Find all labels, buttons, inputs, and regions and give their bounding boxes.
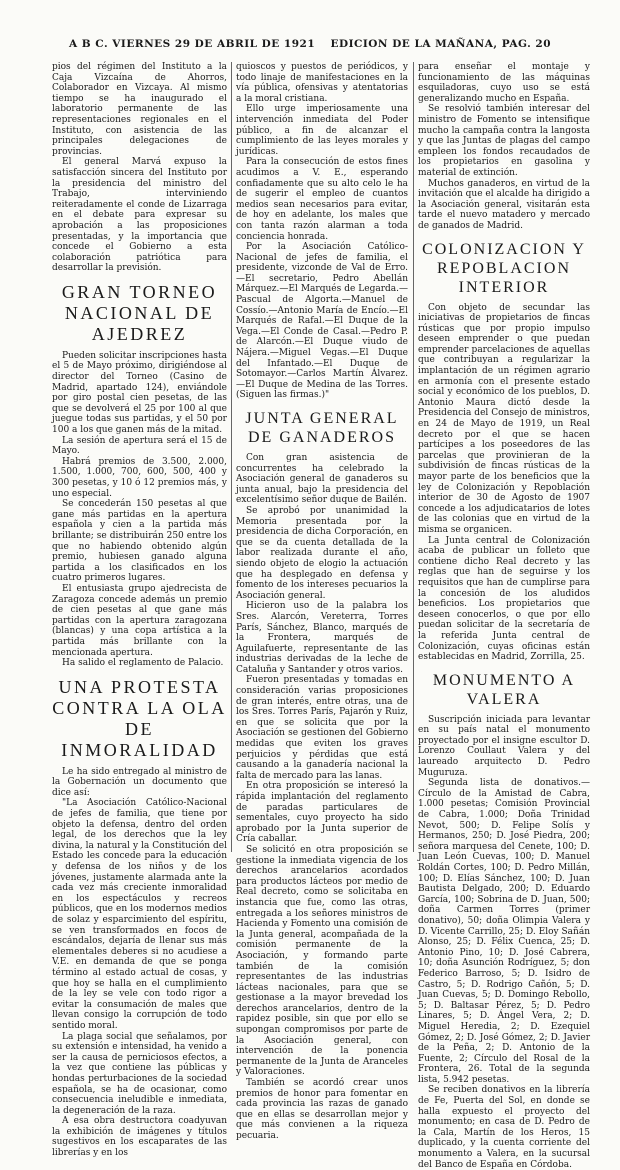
paragraph: Para la consecución de estos fines acudimos a V. E., esperando confiadamente que su alto celo le ha de sugerir el empleo de cuantos medios sean necesarios para evitar, de hoy en adelante, los males que con tanta razón alarman a toda conciencia honrada. (236, 157, 408, 242)
headline-colonizacion: COLONIZACION Y REPOBLACION INTERIOR (422, 240, 586, 296)
header-date: A B C. VIERNES 29 DE ABRIL DE 1921 (68, 38, 316, 50)
paragraph: A esa obra destructora coadyuvan la exhibición de imágenes y títulos sugestivos en los escaparates de las librerías y en los (52, 1116, 227, 1159)
column-divider (413, 62, 414, 852)
paragraph: Segunda lista de donativos.—Círculo de la Amistad de Cabra, 1.000 pesetas; Comisión Provincial de Cabra, 1.000; Doña Trinidad Nevot, 500; D. Felipe Solís y Hermanos, 250; D. José Piedra, 200; señora marquesa del Cenete, 100; D. Juan León Cuevas, 100; D. Manuel Roldán Cortes, 100; D. Pedro Millán, 100; D. Elías Sánchez, 100; D. Juan Bautista Delgado, 200; D. Eduardo García, 100; Sobrina de D. Juan, 500; doña Carmen Torres (primer donativo), 50; doña Olimpia Valera y D. Vicente Carrillo, 25; D. Eloy Sañán Alonso, 25; D. Félix Cuenca, 25; D. Antonio Pino, 10; D. José Cabrera, 10; doña Asunción Rodríguez, 5; don Federico Barroso, 5; D. Isidro de Castro, 5; D. Rodrigo Cañón, 5; D. Juan Cuevas, 5; D. Domingo Rebollo, 5; D. Baltasar Pérez, 5; D. Pedro Linares, 5; D. Ángel Vera, 2; D. Miguel Heredia, 2; D. Ezequiel Gómez, 2; D. José Gómez, 2; D. Javier de la Peña, 2; D. Antonio de la Fuente, 2; Círculo del Rosal de la Frontera, 26. Total de la segunda lista, 5.942 pesetas. (418, 778, 590, 1085)
paragraph: Hicieron uso de la palabra los Sres. Alarcón, Vereterra, Torres París, Sánchez, Blanco, marqués de la Frontera, marqués de Aguilafuerte, representante de las industrias derivadas de la leche de Cataluña y Santander y otros varios. (236, 601, 408, 675)
paragraph: La plaga social que señalamos, por su extensión e intensidad, ha venido a ser la causa de perniciosos efectos, a la vez que contiene las públicas y hondas perturbaciones de la sociedad española, se ha de ocasionar, como consecuencia ineludible e inmediata, la degeneración de la raza. (52, 1031, 227, 1116)
paragraph: Muchos ganaderos, en virtud de la invitación que el alcalde ha dirigido a la Asociación general, visitarán esta tarde el nuevo matadero y mercado de ganados de Madrid. (418, 178, 590, 231)
page-header (0, 38, 620, 50)
paragraph: Con gran asistencia de concurrentes ha celebrado la Asociación general de ganaderos su junta anual, bajo la presidencia del excelentísimo señor duque de Bailén. (236, 453, 408, 506)
paragraph: Se solicitó en otra proposición se gestione la inmediata vigencia de los derechos arancelarios acordados para productos lácteos por medio de Real decreto, como se solicitaba en instancia que fue, como las otras, entregada a los señores ministros de Hacienda y Fomento una comisión de la Junta general, acompañada de la comisión permanente de la Asociación, y formando parte también de la comisión representantes de las industrias lácteas nacionales, para que se gestionase a la mayor brevedad los derechos arancelarios, dentro de la rapidez posible, sin que por ello se supongan compromisos por parte de la Asociación general, con intervención de la ponencia permanente de la Junta de Aranceles y Valoraciones. (236, 844, 408, 1078)
paragraph: Se resolvió también interesar del ministro de Fomento se intensifique mucho la campaña contra la langosta y que las Juntas de plagas del campo empleen los fondos recaudados de los propietarios en gasolina y material de extinción. (418, 104, 590, 178)
paragraph: quioscos y puestos de periódicos, y todo linaje de manifestaciones en la vía pública, ofensivas y atentatorias a la moral cristiana. (236, 62, 408, 104)
paragraph: La Junta central de Colonización acaba de publicar un folleto que contiene dicho Real decreto y las reglas que han de seguirse y los requisitos que han de cumplirse para la concesión de los aludidos beneficios. Los propietarios que deseen conocerlos, o que por ello puedan solicitar de la secretaría de la referida Junta central de Colonización, cuyas oficinas están establecidas en Madrid, Zorrilla, 25. (418, 535, 590, 663)
paragraph: Por la Asociación Católico-Nacional de jefes de familia, el presidente, vizconde de Val de Erro.—El secretario, Pedro Abellán Márquez.—El Marqués de Legarda.—Pascual de Algorta.—Manuel de Cossío.—Antonio María de Encío.—El Marqués de Rafal.—El Duque de la Vega.—El Conde de Casal.—Pedro P. de Alarcón.—El Duque viudo de Nájera.—Miguel Vegas.—El Duque del Infantado.—El Duque de Sotomayor.—Carlos Martín Álvarez.—El Duque de Medina de las Torres. (Siguen las firmas.)" (236, 242, 408, 401)
paragraph: Ha salido el reglamento de Palacio. (62, 658, 224, 669)
paragraph: Se reciben donativos en la librería de Fe, Puerta del Sol, en donde se halla expuesto el proyecto del monumento; en casa de D. Pedro de la Cala, Martín de los Heros, 15 duplicado, y la cuenta corriente del monumento a Valera, en la sucursal del Banco de España en Córdoba. (418, 1085, 590, 1170)
header-edition: EDICION DE LA MAÑANA, PAG. 20 (330, 38, 552, 50)
paragraph: Con objeto de secundar las iniciativas de propietarios de fincas rústicas que por propio impulso deseen emprender o que puedan emprender parcelaciones de aquellas que contribuyan a regularizar la implantación de un régimen agrario en armonía con el presente estado social y económico de los pueblos, D. Antonio Maura dictó desde la Presidencia del Consejo de ministros, en 24 de Mayo de 1919, un Real decreto por el que se hacen partícipes a los poseedores de las parcelas que provinieran de la subdivisión de fincas rústicas de la mayor parte de los beneficios que la ley de Colonización y Repoblación interior de 30 de Agosto de 1907 concede a los adjudicatarios de lotes de las colonias que en virtud de la misma se organicen. (418, 302, 590, 535)
headline-ajedrez: GRAN TORNEO NACIONAL DE AJEDREZ (61, 281, 218, 344)
column-divider (231, 62, 232, 852)
paragraph: "La Asociación Católico-Nacional de jefes de familia, que tiene por objeto la defensa, dentro del orden legal, de los derechos que la ley divina, la natural y la Constitución del Estado les concede para la educación y defensa de los niños y de los jóvenes, justamente alarmada ante la cada vez más creciente inmoralidad en los espectáculos y recreos públicos, que en los modernos medios de solaz y esparcimiento del espíritu, se ven transformados en focos de escándalos, dejaría de llenar sus más elementales deberes si no acudiese a V.E. en demanda de que se ponga término al estado actual de cosas, y que hoy se halla en el cumplimiento de la ley se vele con todo rigor a evitar la consumación de males que llevan consigo la corrupción de todo sentido moral. (52, 798, 227, 1031)
paragraph: pios del régimen del Instituto a la Caja Vizcaína de Ahorros, Colaborador en Vizcaya. Al mismo tiempo se ha inaugurado el laboratorio permanente de las representaciones regionales en el Instituto, con asistencia de las principales delegaciones de provincias. (52, 62, 227, 157)
column-2 (236, 62, 408, 1141)
paragraph: La sesión de apertura será el 15 de Mayo. (52, 435, 227, 457)
headline-protesta: UNA PROTESTA CONTRA LA OLA DE INMORALIDAD (52, 676, 227, 760)
paragraph: Fueron presentadas y tomadas en consideración varias proposiciones de gran interés, entre otras, una de los Sres. Torres París, Pajarón y Ruiz, en que se solicita que por la Asociación se gestionen del Gobierno medidas que eviten los graves perjuicios y pérdidas que está causando a la ganadería nacional la falta de mercado para las lanas. (236, 675, 408, 781)
paragraph: Se concederán 150 pesetas al que gane más partidas en la apertura española y cien a la partida más brillante; se distribuirán 250 entre los que no habiendo obtenido algún premio, hubiesen ganado alguna partida a los clasificados en los cuatro primeros lugares. (52, 499, 227, 584)
paragraph: Suscripción iniciada para levantar en su país natal el monumento proyectado por el insigne escultor D. Lorenzo Coullaut Valera y del laureado arquitecto D. Pedro Muguruza. (418, 714, 590, 778)
paragraph: En otra proposición se interesó la rápida implantación del reglamento de paradas particulares de sementales, cuyo proyecto ha sido aprobado por la Junta superior de Cría caballar. (236, 781, 408, 845)
headline-ganaderos: JUNTA GENERAL DE GANADEROS (245, 410, 399, 446)
paragraph: Se aprobó por unanimidad la Memoria presentada por la presidencia de dicha Corporación, en que se da cuenta detallada de la labor realizada durante el año, siendo objeto de elogio la actuación que ha desplegado en defensa y fomento de los intereses pecuarios la Asociación general. (236, 505, 408, 601)
paragraph: El general Marvá expuso la satisfacción sincera del Instituto por la presidencia del ministro del Trabajo, interviniendo reiteradamente el conde de Lizarraga en el debate para expresar su aprobación a las proposiciones presentadas, y la importancia que concede el Gobierno a esta colaboración patriótica para desarrollar la previsión. (52, 157, 227, 274)
column-3 (418, 62, 590, 1170)
paragraph: También se acordó crear unos premios de honor para fomentar en cada provincia las razas de ganado que en ellas se desarrollan mejor y que más convienen a la riqueza pecuaria. (236, 1078, 408, 1141)
paragraph: Le ha sido entregado al ministro de la Gobernación un documento que dice así: (52, 766, 227, 798)
paragraph: El entusiasta grupo ajedrecista de Zaragoza concede además un premio de cien pesetas al que gane más partidas con la apertura zaragozana (blancas) y una copa artística a la partida más brillante con la mencionada apertura. (52, 583, 227, 658)
column-1 (52, 62, 227, 1159)
paragraph: Pueden solicitar inscripciones hasta el 5 de Mayo próximo, dirigiéndose al director del Torneo (Casino de Madrid, apartado 124), enviándole por giro postal cien pesetas, de las que se devolverá el 25 por 100 al que juegue todas sus partidas, y el 50 por 100 a los que ganen más de la mitad. (52, 350, 227, 436)
headline-monumento: MONUMENTO A VALERA (432, 671, 576, 708)
paragraph: Ello urge imperiosamente una intervención inmediata del Poder público, a fin de alcanzar el cumplimiento de las leyes morales y jurídicas. (236, 104, 408, 157)
paragraph: para enseñar el montaje y funcionamiento de las máquinas esquiladoras, cuyo uso se está generalizando mucho en España. (418, 62, 590, 104)
paragraph: Habrá premios de 3.500, 2.000, 1.500, 1.000, 700, 600, 500, 400 y 300 pesetas, y 10 ó 12 premios más, y uno especial. (52, 456, 227, 499)
